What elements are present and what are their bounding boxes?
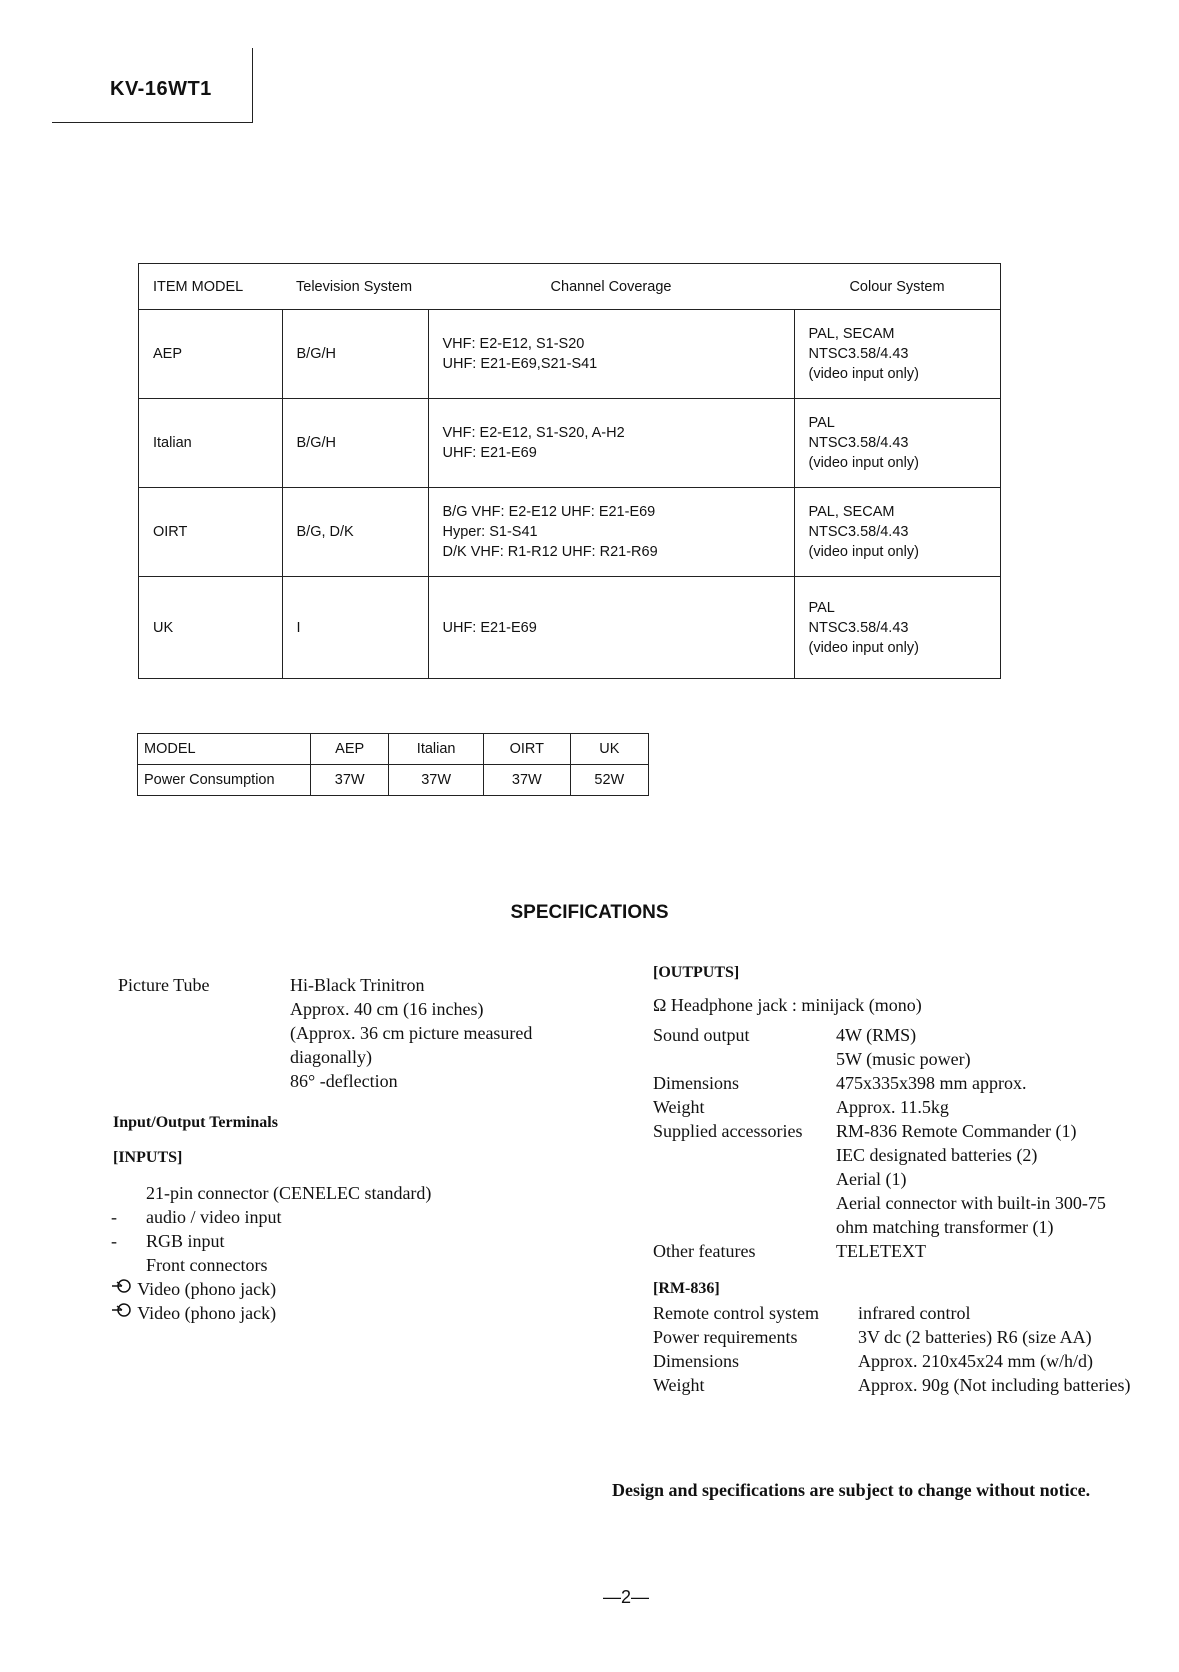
spec-value: Aerial connector with built-in 300-75: [836, 1193, 1106, 1213]
spec-label: Dimensions: [653, 1073, 740, 1093]
input-line: Front connectors: [146, 1255, 268, 1275]
spec-value: RM-836 Remote Commander (1): [836, 1121, 1077, 1141]
picture-tube-line: 86° -deflection: [290, 1071, 398, 1091]
spec-label: Supplied accessories: [653, 1121, 803, 1141]
cell-channel: VHF: E2-E12, S1-S20, A-H2 UHF: E21-E69: [428, 399, 794, 488]
cell-label: MODEL: [138, 734, 311, 765]
spec-value: Aerial (1): [836, 1169, 907, 1189]
cell-model: AEP: [139, 310, 283, 399]
cell-tv-system: B/G/H: [282, 310, 428, 399]
dash-bullet: -: [111, 1231, 117, 1251]
spec-value: Approx. 11.5kg: [836, 1097, 949, 1117]
input-line: RGB input: [146, 1231, 225, 1251]
video-jack-icon: [111, 1301, 133, 1325]
rm-label: Power requirements: [653, 1327, 798, 1347]
cell-value: OIRT: [483, 734, 570, 765]
rm-value: Approx. 210x45x24 mm (w/h/d): [858, 1351, 1093, 1371]
table-row: [139, 488, 1001, 577]
video-jack-icon: [111, 1277, 133, 1301]
cell-value: 37W: [311, 765, 389, 796]
cell-tv-system: B/G/H: [282, 399, 428, 488]
cell-tv-system: B/G, D/K: [282, 488, 428, 577]
rm-heading: [RM-836]: [653, 1280, 720, 1297]
picture-tube-line: (Approx. 36 cm picture measured: [290, 1023, 533, 1043]
cell-channel: VHF: E2-E12, S1-S20 UHF: E21-E69,S21-S41: [428, 310, 794, 399]
rm-value: Approx. 90g (Not including batteries): [858, 1375, 1131, 1395]
rm-value: infrared control: [858, 1303, 971, 1323]
spec-value: TELETEXT: [836, 1241, 926, 1261]
spec-label: Sound output: [653, 1025, 750, 1045]
table-row: [139, 310, 1001, 399]
cell-colour: PAL, SECAM NTSC3.58/4.43 (video input only): [794, 488, 1001, 577]
power-consumption-table: [137, 733, 649, 796]
cell-channel: B/G VHF: E2-E12 UHF: E21-E69 Hyper: S1-S41 D/K VHF: R1-R12 UHF: R21-R69: [428, 488, 794, 577]
spec-value: 475x335x398 mm approx.: [836, 1073, 1027, 1093]
cell-colour: PAL NTSC3.58/4.43 (video input only): [794, 577, 1001, 679]
header-channel-coverage: Channel Coverage: [428, 264, 794, 310]
spec-label: Weight: [653, 1097, 705, 1117]
specifications-title: SPECIFICATIONS: [510, 902, 669, 923]
rm-label: Remote control system: [653, 1303, 819, 1323]
footer-notice: Design and specifications are subject to change without notice.: [612, 1480, 1091, 1500]
cell-value: Italian: [389, 734, 484, 765]
picture-tube-line: diagonally): [290, 1047, 372, 1067]
spec-value: 5W (music power): [836, 1049, 971, 1069]
cell-colour: PAL, SECAM NTSC3.58/4.43 (video input only): [794, 310, 1001, 399]
spec-value: 4W (RMS): [836, 1025, 917, 1045]
television-system-table: [138, 263, 1001, 679]
table-row: [138, 734, 649, 765]
header-colour-system: Colour System: [794, 264, 1001, 310]
header-item-model: ITEM MODEL: [139, 264, 283, 310]
table-row: [138, 765, 649, 796]
cell-model: UK: [139, 577, 283, 679]
spec-label: Other features: [653, 1241, 756, 1261]
cell-value: 52W: [570, 765, 648, 796]
inputs-heading: [INPUTS]: [113, 1149, 183, 1166]
cell-value: AEP: [311, 734, 389, 765]
spec-value: IEC designated batteries (2): [836, 1145, 1038, 1165]
table-row: [139, 399, 1001, 488]
header-tv-system: Television System: [282, 264, 428, 310]
io-terminals-heading: Input/Output Terminals: [113, 1114, 278, 1131]
cell-value: UK: [570, 734, 648, 765]
headphone-line: Ω Headphone jack : minijack (mono): [653, 995, 922, 1015]
cell-value: 37W: [483, 765, 570, 796]
video-input-line: Video (phono jack): [111, 1301, 276, 1325]
cell-channel: UHF: E21-E69: [428, 577, 794, 679]
picture-tube-line: Hi-Black Trinitron: [290, 975, 425, 995]
picture-tube-label: Picture Tube: [118, 975, 210, 995]
cell-label: Power Consumption: [138, 765, 311, 796]
dash-bullet: -: [111, 1207, 117, 1227]
picture-tube-line: Approx. 40 cm (16 inches): [290, 999, 484, 1019]
page-number: —2—: [603, 1587, 650, 1607]
cell-tv-system: I: [282, 577, 428, 679]
video-input-line: Video (phono jack): [111, 1277, 276, 1301]
table-row: [139, 577, 1001, 679]
rm-value: 3V dc (2 batteries) R6 (size AA): [858, 1327, 1092, 1347]
table-header-row: [139, 264, 1001, 310]
rm-label: Dimensions: [653, 1351, 740, 1371]
input-line: audio / video input: [146, 1207, 282, 1227]
input-line: 21-pin connector (CENELEC standard): [146, 1183, 432, 1203]
outputs-heading: [OUTPUTS]: [653, 964, 740, 981]
rm-label: Weight: [653, 1375, 705, 1395]
cell-model: OIRT: [139, 488, 283, 577]
spec-value: ohm matching transformer (1): [836, 1217, 1054, 1237]
cell-colour: PAL NTSC3.58/4.43 (video input only): [794, 399, 1001, 488]
cell-value: 37W: [389, 765, 484, 796]
model-title: KV-16WT1: [110, 78, 212, 100]
cell-model: Italian: [139, 399, 283, 488]
